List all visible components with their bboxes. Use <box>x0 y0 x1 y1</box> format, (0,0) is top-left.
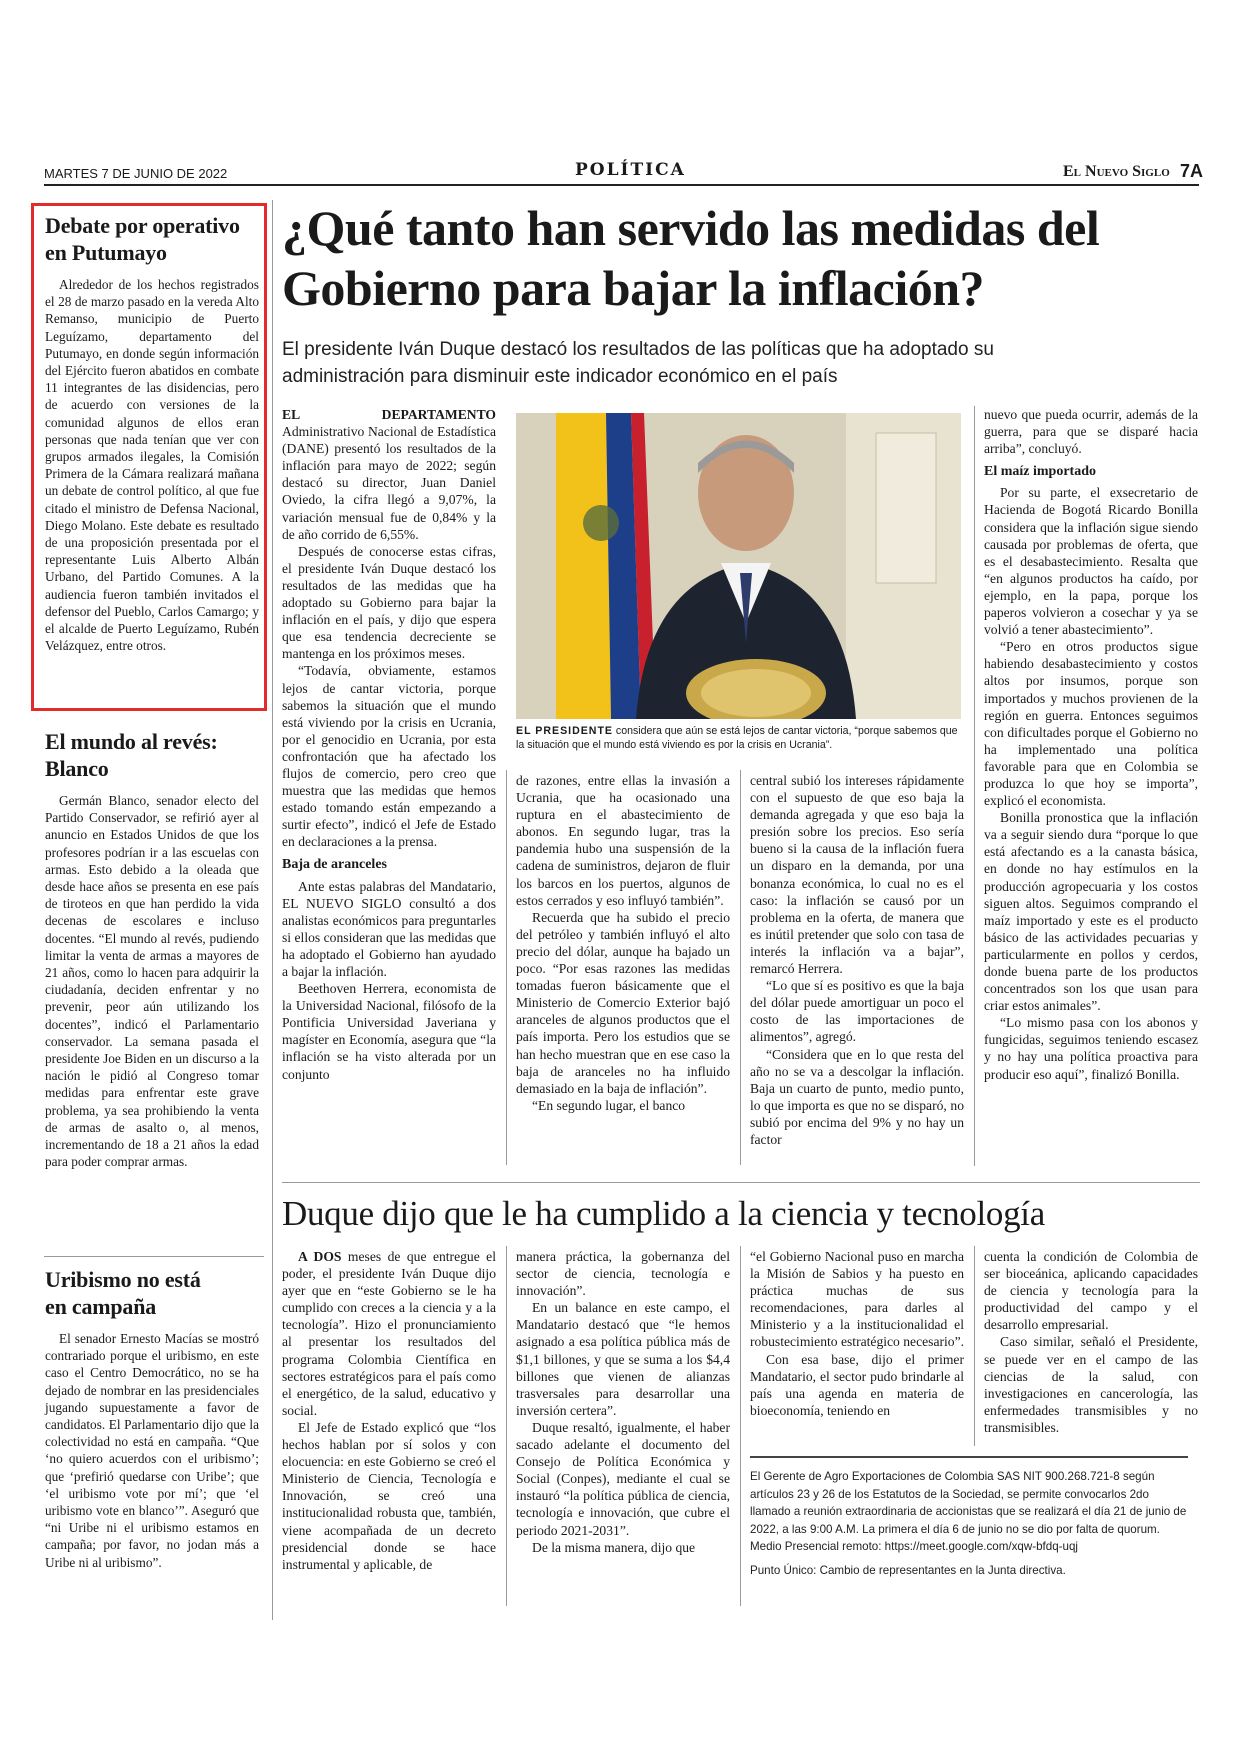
second-rule-3 <box>974 1246 975 1446</box>
header-section: POLÍTICA <box>575 160 686 180</box>
legal-notice <box>750 1456 1188 1580</box>
main-rule-1 <box>506 770 507 1165</box>
masthead-logo: El Nuevo Siglo <box>1063 163 1170 180</box>
main-col-3-p3: “Considera que en lo que resta del año no se va a descolgar la inflación. Baja un cuarto de punto, medio punto, lo que importa es que no se disparó, no subió por encima del 9% y no hay un factor <box>750 1046 964 1147</box>
second-rule-1 <box>506 1246 507 1606</box>
main-col-1 <box>282 406 496 1083</box>
second-col-1-p1: El Jefe de Estado explicó que “los hechos hablan por sí solos y con elocuencia: en este Gobierno se creó el Ministerio de Ciencia, Tecnología e Innovación, se creó una institucionalidad robusta que, también, viene acompañada de un decreto presidencial donde se hace instrumental y aplicable, de <box>282 1419 496 1572</box>
second-col-3 <box>750 1248 964 1419</box>
second-col-2-p1: manera práctica, la gobernanza del sector de ciencia, tecnología e innovación”. <box>516 1249 730 1299</box>
main-subhead-maiz: El maíz importado <box>984 464 1096 480</box>
main-col-4 <box>984 406 1198 1083</box>
sidebar-story-3 <box>45 1266 259 1571</box>
main-col-1-p4: Beethoven Herrera, economista de la Universidad Nacional, filósofo de la Pontificia Universidad Javeriana y magíster en Economía, asegura que “la inflación se ha visto alterada por un conjunto <box>282 981 496 1082</box>
sidebar-rule <box>272 200 273 1620</box>
second-col-2-p4: De la misma manera, dijo que <box>532 1539 696 1555</box>
sidebar-story-1-text: Alrededor de los hechos registrados el 28 de marzo pasado en la vereda Alto Remanso, municipio de Puerto Leguízamo, departamento del Putumayo, en donde según información del Ejército fueron abatidos en combate 11 integrantes de las disidencias, pero de acuerdo con versiones de la comunidad algunos de ellos eran personas que nada tenían que ver con grupos armados ilegales, la Comisión Primera de la Cámara realizará mañana un debate de control político, al que fue citado el ministro de Defensa Nacional, Diego Molano. Este debate es resultado de una proposición presentada por el representante Luis Alberto Albán Urbano, del Partido Comunes. A la audiencia fueron también invitados el defensor del Pueblo, Carlos Camargo; y el alcalde de Puerto Leguízamo, Rubén Velázquez, entre otros. <box>45 277 259 654</box>
second-rule-2 <box>740 1246 741 1606</box>
main-rule-2 <box>740 770 741 1165</box>
main-col-4-p4: Bonilla pronostica que la inflación va a seguir siendo dura “porque lo que está afectando es a la canasta básica, en donde no hay estímulos en la producción agropecuaria y los costos siguen altos. Seguimos comprando el maíz importado y este es el producto básico de las actividades pecuarias y particularmente en pollos y cerdos, donde buena parte de los productos concentrados son los que usan para criar estos animales”. <box>984 810 1198 1014</box>
photo-illustration <box>516 413 961 719</box>
page-number: 7A <box>1180 161 1204 181</box>
main-col-1-p1: Después de conocerse estas cifras, el presidente Iván Duque destacó los resultados de las medidas que ha adoptado su Gobierno para bajar la inflación en el país, y dijo que espera que esa tendencia decreciente se mantenga en los próximos meses. <box>282 543 496 662</box>
second-headline: Duque dijo que le ha cumplido a la ciencia y tecnología <box>282 1194 1045 1233</box>
main-headline: ¿Qué tanto han servido las medidas del Gobierno para bajar la inflación? <box>282 200 1100 316</box>
main-col-2-p1: de razones, entre ellas la invasión a Ucrania, que ha ocasionado una ruptura en el abastecimiento de abonos. En segundo lugar, tras la pandemia hubo una suspensión de la cadena de suministros, dejaron de fluir los barcos en los puertos, algunos de estos cerrados y eso influyó también”. <box>516 773 730 908</box>
second-lead-rest: meses de que entregue el poder, el presidente Iván Duque dijo ayer que en “este Gobierno se le ha cumplido con creces a la ciencia y a la tecnología”. Hizo el pronunciamiento al presentar los resultados del programa Colombia Científica en sectores estratégicos para el país como el energético, de la salud, educativo y social. <box>282 1249 496 1418</box>
main-col-2-p2: Recuerda que ha subido el precio del petróleo y también influyó el alto precio del dólar, aunque ha bajado un poco. “Por esas razones las medidas tomadas fueron básicamente que el Ministerio de Comercio Exterior bajó aranceles de algunos productos que el país importa. Pero los estudios que se han hecho muestran que en ese caso la baja de aranceles no ha influido demasiado en la baja de inflación”. <box>516 909 730 1096</box>
main-subheadline: El presidente Iván Duque destacó los resultados de las políticas que ha adoptado su administración para disminuir este indicador económico en el país <box>282 339 994 387</box>
second-col-4-p1: cuenta la condición de Colombia de ser bioceánica, aplicando capacidades de ciencia y tecnología para la productividad del campo y el desarrollo empresarial. <box>984 1249 1198 1333</box>
main-col-1-p3: Ante estas palabras del Mandatario, EL NUEVO SIGLO consultó a dos analistas económicos para preguntarles si ellos consideran que las medidas que ha adoptado el Gobierno han ayudado a bajar la inflación. <box>282 878 496 979</box>
second-col-3-p1: “el Gobierno Nacional puso en marcha la Misión de Sabios y ha puesto en práctica muchas de sus recomendaciones, para darles al Ministerio y a la institucionalidad el robustecimiento estratégico necesario”. <box>750 1249 965 1350</box>
main-col-3-p2: “Lo que sí es positivo es que la baja del dólar puede amortiguar un poco el costo de las importaciones de alimentos”, agregó. <box>750 978 964 1045</box>
main-col-4-p3: “Pero en otros productos sigue habiendo desabastecimiento y costos altos por insumos, porque son importados y muchos provienen de la región en guerra. Entonces seguimos con dificultades porque el Gobierno no ha implementado una política favorable para que en Colombia se produzca lo que hoy se importa”, explicó el economista. <box>984 639 1198 809</box>
sidebar-story-3-text: El senador Ernesto Macías se mostró contrariado porque el uribismo, en este caso el Centro Democrático, no se ha dejado de nombrar en las presidenciales jugando supuestamente a favor de candidatos. El Parlamentario dijo que la colectividad no está en campaña. “Que ‘no quiero acuerdos con el uribismo’; que ‘prefirió quedarse con Uribe’; que ‘el uribismo vote por mí’; que ‘el uribismo vote en blanco’”. Aseguró que “ni Uribe ni el uribismo estamos en campaña; por favor, no jodan más a Uribe ni al uribismo”. <box>45 1331 259 1570</box>
sidebar-story-2-text: Germán Blanco, senador electo del Partido Conservador, se refirió ayer al anuncio en Estados Unidos de que los profesores podrían ir a las escuelas con armas. Esto debido a la oleada que desde hace años se presenta en ese país de tiroteos en que han perdido la vida decenas de escolares e incluso docentes. “El mundo al revés, pudiendo limitar la venta de armas a mayores de 21 años, como lo hacen para adquirir la ciudadanía, deciden enfrentar y no prevenir, peor aún utilizando los docentes”, indicó el Parlamentario conservador. La semana pasada el presidente Joe Biden en un discurso a la nación le pidió al Congreso tomar medidas para enfrentar este grave problema, ya sea prohibiendo la venta de armas de asalto o, al menos, incrementando de 18 a 21 años la edad para poder comprar armas. <box>45 793 259 1170</box>
main-lead-word: EL DEPARTAMENTO <box>282 407 496 422</box>
sidebar-story-2 <box>45 728 259 1170</box>
second-col-4 <box>984 1248 1198 1436</box>
photo-caption <box>516 724 962 752</box>
sidebar-story-1-title: Debate por operativo en Putumayo <box>45 213 240 265</box>
main-col-4-p5: “Lo mismo pasa con los abonos y fungicidas, seguimos teniendo escasez y no hay una política proactiva para producir eso aquí”, finalizó Bonilla. <box>984 1015 1198 1082</box>
second-col-2-p3: Duque resaltó, igualmente, el haber sacado adelante el documento del Consejo de Política Económica y Social (Conpes), mediante el cual se instauró “la política pública de ciencia, tecnología e innovación, que cubre el periodo 2021-2031”. <box>516 1419 730 1538</box>
story-divider <box>282 1182 1200 1183</box>
second-col-2 <box>516 1248 730 1556</box>
main-lead-rest: Administrativo Nacional de Estadística (DANE) presentó los resultados de la inflación para mayo de 2022; según destacó su director, Juan Daniel Oviedo, la cifra llegó a 9,07%, la variación mensual fue de 0,84% y la de año corrido de 6,55%. <box>282 424 496 542</box>
main-col-4-p1: nuevo que pueda ocurrir, además de la guerra, para que se disparé hacia arriba”, concluyó. <box>984 407 1198 457</box>
main-col-4-p2: Por su parte, el exsecretario de Hacienda de Bogotá Ricardo Bonilla considera que la inflación sigue siendo causada por problemas de oferta, que es el desabastecimiento. Resalta que “en algunos productos ha caído, por ejemplo, en la papa, porque los paperos volvieron a cosechar y ya se volvió a tener abastecimiento”. <box>984 485 1198 638</box>
sidebar-story-1 <box>45 212 259 654</box>
president-photo <box>516 413 961 719</box>
photo-caption-text: considera que aún se está lejos de cantar victoria, “porque sabemos que la situación que el mundo está viviendo es por la crisis en Ucrania”. <box>516 725 958 751</box>
main-col-2 <box>516 772 730 1114</box>
second-col-4-p2: Caso similar, señaló el Presidente, se puede ver en el campo de las ciencias de la salud, con investigaciones en cancerología, las enfermedades transmisibles y no transmisibles. <box>984 1334 1198 1435</box>
second-col-2-p2: En un balance en este campo, el Mandatario destacó que “le hemos asignado a esa política pública más de $1,1 billones, y que se suma a los $4,4 billones que vienen de alianzas trasversales para desarrollar una inversión certera”. <box>516 1300 730 1418</box>
sidebar-story-3-title: Uribismo no está en campaña <box>45 1267 201 1319</box>
second-col-3-p2: Con esa base, dijo el primer Mandatario, el sector pudo brindarle al país una agenda en materia de bioeconomía, teniendo en <box>750 1351 964 1418</box>
main-col-3-p1: central subió los intereses rápidamente con el supuesto de que eso baja la demanda agregada y que eso baja la presión sobre los precios. Eso sería bueno si la causa de la inflación fuera un disparo en la demanda, por una bonanza económica, lo cual no es el caso: la inflación se causó por un problema en la oferta, de manera que es inútil pretender que solo con tasa de interés la inflación va a bajar”, remarcó Herrera. <box>750 773 964 977</box>
photo-caption-lead: EL PRESIDENTE <box>516 725 613 737</box>
main-col-1-lead <box>282 406 496 543</box>
sidebar-divider <box>44 1256 264 1257</box>
main-col-2-p3: “En segundo lugar, el banco <box>532 1097 686 1113</box>
main-col-3 <box>750 772 964 1148</box>
second-lead-word: A DOS <box>298 1249 342 1264</box>
header-rule <box>44 184 1199 186</box>
header-date: MARTES 7 DE JUNIO DE 2022 <box>44 166 228 181</box>
sidebar-story-2-title: El mundo al revés: Blanco <box>45 729 218 781</box>
second-col-1-lead <box>282 1248 496 1419</box>
main-subhead-aranceles: Baja de aranceles <box>282 857 387 873</box>
main-rule-3 <box>974 406 975 1166</box>
legal-notice-point: Punto Único: Cambio de representantes en la Junta directiva. <box>750 1563 1066 1577</box>
second-col-1 <box>282 1248 496 1573</box>
main-col-1-p2: “Todavía, obviamente, estamos lejos de cantar victoria, porque sabemos la situación que el mundo está viviendo por la crisis en Ucrania, por el genocidio en Ucrania, por esta confrontación que ha afectado los flujos de comercio, pero creo que muestra que las medidas que hemos estado tomando están empezando a surtir efecto”, indicó el Jefe de Estado en declaraciones a la prensa. <box>282 663 496 850</box>
legal-notice-text: El Gerente de Agro Exportaciones de Colombia SAS NIT 900.268.721-8 según artículos 23 y 26 de los Estatutos de la Sociedad, se permite convocarlos 2do llamado a reunión extraordinaria de accionistas que se realizará el día 21 de junio de 2022, a las 9:00 A.M. La primera el día 6 de junio no se dio por falta de quorum. Medio Presencial remoto: https://meet.google.com/xqw-bfdq-uqj <box>750 1470 1187 1554</box>
